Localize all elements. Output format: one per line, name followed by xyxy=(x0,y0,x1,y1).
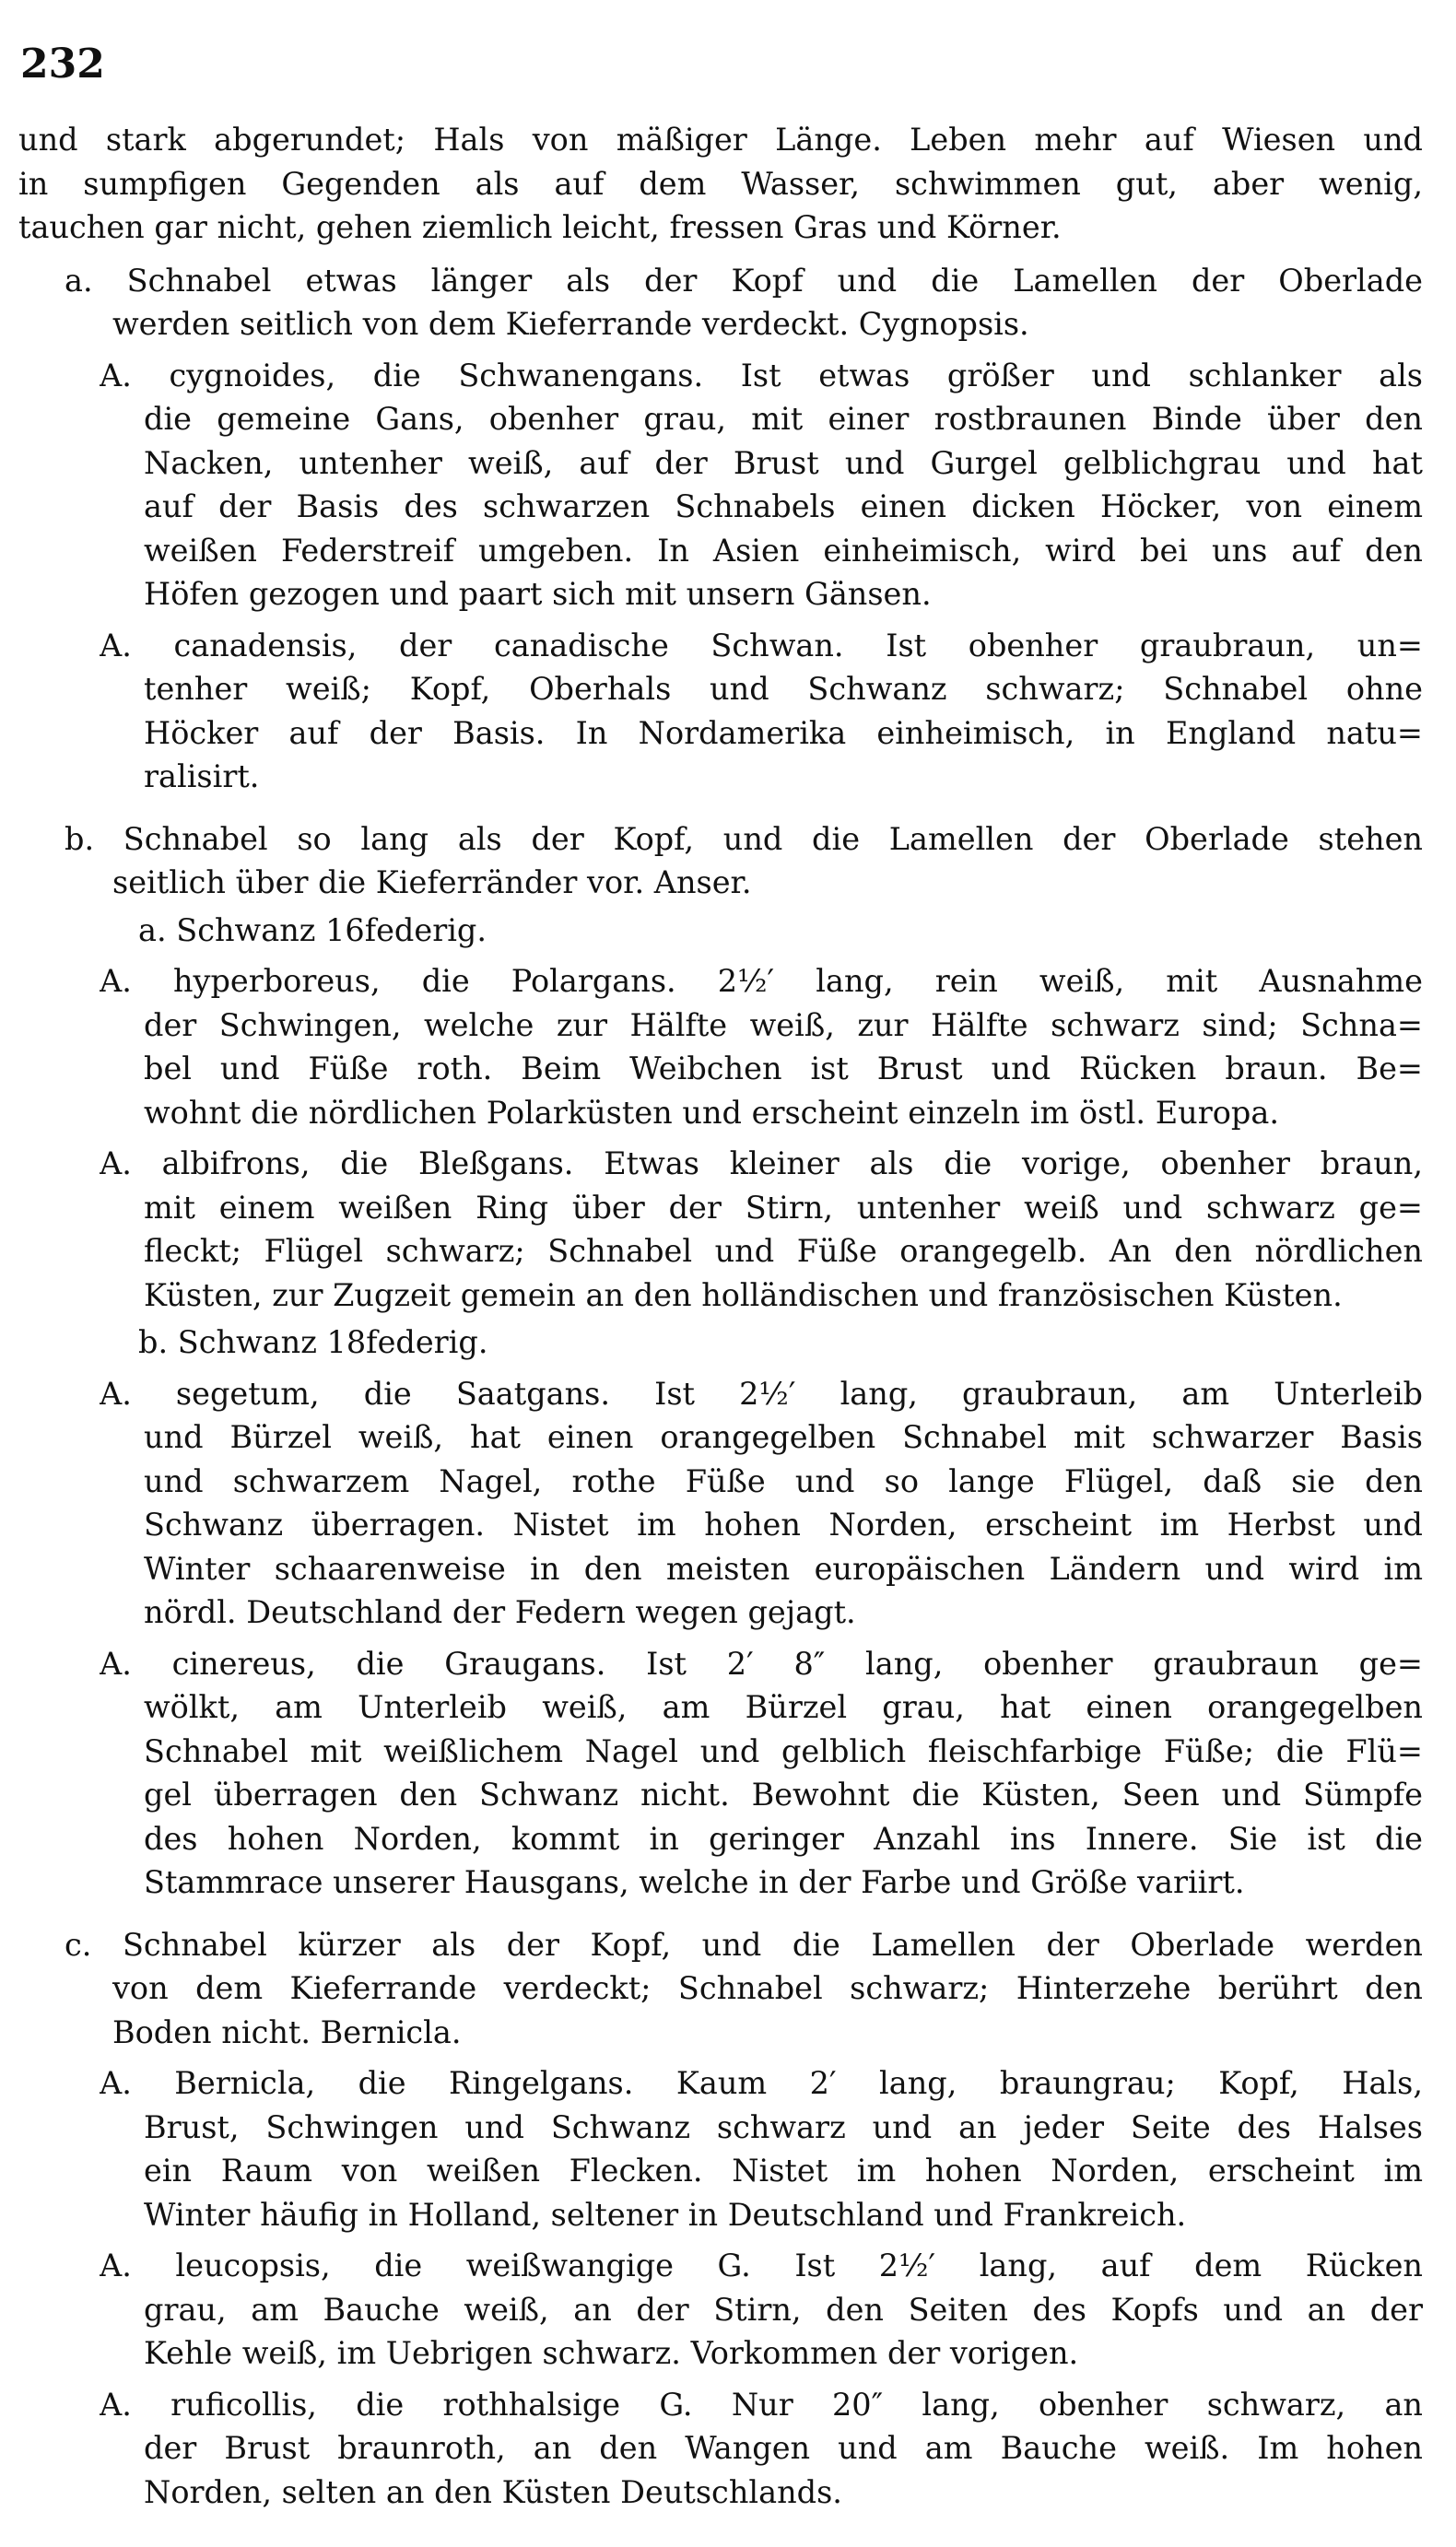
text-line: auf der Basis des schwarzen Schnabels einen dicken Höcker, von einem xyxy=(144,488,1423,524)
text-line: tenher weiß; Kopf, Oberhals und Schwanz schwarz; Schnabel ohne xyxy=(144,671,1423,707)
text-line: b. Schnabel so lang als der Kopf, und die Lamellen der Oberlade stehen xyxy=(65,820,1423,857)
entry-hyperboreus xyxy=(100,959,1423,1134)
text-line: nördl. Deutschland der Federn wegen gejagt. xyxy=(144,1594,856,1630)
text-line: Winter häufig in Holland, seltener in Deutschland und Frankreich. xyxy=(144,2196,1187,2233)
text-line: des hohen Norden, kommt in geringer Anzahl ins Innere. Sie ist die xyxy=(144,1820,1423,1857)
text-line: seitlich über die Kieferränder vor. Anser. xyxy=(112,864,752,900)
entry-segetum xyxy=(100,1372,1423,1635)
text-line: fleckt; Flügel schwarz; Schnabel und Füße orangegelb. An den nördlichen xyxy=(144,1233,1423,1269)
text-line: ralisirt. xyxy=(144,758,260,794)
text-line: tauchen gar nicht, gehen ziemlich leicht, fressen Gras und Körner. xyxy=(18,209,1062,245)
text-line: grau, am Bauche weiß, an der Stirn, den Seiten des Kopfs und an der xyxy=(144,2291,1423,2328)
text-line: von dem Kieferrande verdeckt; Schnabel schwarz; Hinterzehe berührt den xyxy=(112,1970,1423,2006)
text-line: A. segetum, die Saatgans. Ist 2½′ lang, graubraun, am Unterleib xyxy=(100,1375,1423,1412)
text-line: und stark abgerundet; Hals von mäßiger Länge. Leben mehr auf Wiesen und xyxy=(18,122,1423,158)
text-line: A. ruficollis, die rothhalsige G. Nur 20″ lang, obenher schwarz, an xyxy=(100,2386,1423,2423)
text-line: mit einem weißen Ring über der Stirn, untenher weiß und schwarz ge= xyxy=(144,1189,1423,1226)
text-line: der Brust braunroth, an den Wangen und am Bauche weiß. Im hohen xyxy=(144,2430,1423,2466)
text-line: A. leucopsis, die weißwangige G. Ist 2½′ lang, auf dem Rücken xyxy=(100,2248,1423,2283)
text-line: Brust, Schwingen und Schwanz schwarz und an jeder Seite des Halses xyxy=(144,2108,1423,2145)
page-number: 232 xyxy=(20,41,105,88)
text-line: a. Schwanz 16federig. xyxy=(138,911,487,948)
text-line: bel und Füße roth. Beim Weibchen ist Brust und Rücken braun. Be= xyxy=(144,1050,1423,1086)
text-line: die gemeine Gans, obenher grau, mit einer rostbraunen Binde über den xyxy=(144,401,1423,437)
entry-leucopsis xyxy=(100,2244,1423,2376)
text-line: gel überragen den Schwanz nicht. Bewohnt die Küsten, Seen und Sümpfe xyxy=(144,1777,1423,1813)
text-line: Winter schaarenweise in den meisten europäischen Ländern und wird im xyxy=(144,1550,1423,1587)
text-line: A. canadensis, der canadische Schwan. Ist obenher graubraun, un= xyxy=(100,627,1423,663)
text-line: Boden nicht. Bernicla. xyxy=(112,2013,462,2050)
text-line: A. Bernicla, die Ringelgans. Kaum 2′ lang, braungrau; Kopf, Hals, xyxy=(100,2065,1423,2101)
text-line: und Bürzel weiß, hat einen orangegelben Schnabel mit schwarzer Basis xyxy=(144,1419,1423,1455)
text-line: ein Raum von weißen Flecken. Nistet im hohen Norden, erscheint im xyxy=(144,2153,1423,2189)
text-line: weißen Federstreif umgeben. In Asien einheimisch, wird bei uns auf den xyxy=(144,532,1423,569)
text-line: Höcker auf der Basis. In Nordamerika einheimisch, in England natu= xyxy=(144,714,1423,751)
text-line: A. cinereus, die Graugans. Ist 2′ 8″ lang, obenher graubraun ge= xyxy=(100,1645,1423,1682)
text-line: A. hyperboreus, die Polargans. 2½′ lang, rein weiß, mit Ausnahme xyxy=(100,963,1423,999)
text-line: Schnabel mit weißlichem Nagel und gelblich fleischfarbige Füße; die Flü= xyxy=(144,1732,1423,1769)
section-b-anser xyxy=(65,817,1423,905)
text-line: wölkt, am Unterleib weiß, am Bürzel grau, hat einen orangegelben xyxy=(144,1689,1423,1725)
entry-cygnoides xyxy=(100,354,1423,616)
subsection-b-a xyxy=(138,909,1423,953)
text-line: Nacken, untenher weiß, auf der Brust und Gurgel gelblichgrau und hat xyxy=(144,444,1423,481)
entry-ruficollis xyxy=(100,2383,1423,2515)
entry-albifrons xyxy=(100,1142,1423,1317)
text-line: Kehle weiß, im Uebrigen schwarz. Vorkommen der vorigen. xyxy=(144,2335,1079,2371)
intro-paragraph xyxy=(18,118,1423,250)
text-line: A. albifrons, die Bleßgans. Etwas kleiner als die vorige, obenher braun, xyxy=(100,1145,1423,1181)
text-line: in sumpfigen Gegenden als auf dem Wasser, schwimmen gut, aber wenig, xyxy=(18,165,1423,202)
text-line: und schwarzem Nagel, rothe Füße und so lange Flügel, daß sie den xyxy=(144,1462,1423,1499)
subsection-b-b xyxy=(138,1320,1423,1365)
text-line: Schwanz überragen. Nistet im hohen Norden, erscheint im Herbst und xyxy=(144,1507,1423,1543)
text-line: werden seitlich von dem Kieferrande verdeckt. Cygnopsis. xyxy=(112,306,1029,342)
text-line: Stammrace unserer Hausgans, welche in der Farbe und Größe variirt. xyxy=(144,1864,1245,1900)
text-line: c. Schnabel kürzer als der Kopf, und die Lamellen der Oberlade werden xyxy=(65,1926,1423,1963)
entry-bernicla xyxy=(100,2061,1423,2236)
text-line: Norden, selten an den Küsten Deutschlands. xyxy=(144,2473,842,2510)
text-line: Höfen gezogen und paart sich mit unsern Gänsen. xyxy=(144,576,932,612)
text-line: wohnt die nördlichen Polarküsten und erscheint einzeln im östl. Europa. xyxy=(144,1094,1279,1131)
text-line: der Schwingen, welche zur Hälfte weiß, zur Hälfte schwarz sind; Schna= xyxy=(144,1006,1423,1043)
section-c-bernicla xyxy=(65,1923,1423,2055)
text-line: b. Schwanz 18federig. xyxy=(138,1324,488,1360)
text-line: a. Schnabel etwas länger als der Kopf und die Lamellen der Oberlade xyxy=(65,262,1423,299)
text-line: Küsten, zur Zugzeit gemein an den holländischen und französischen Küsten. xyxy=(144,1276,1343,1313)
entry-cinereus xyxy=(100,1642,1423,1905)
entry-canadensis xyxy=(100,624,1423,799)
text-line: A. cygnoides, die Schwanengans. Ist etwas größer und schlanker als xyxy=(100,357,1423,393)
section-a-cygnopsis xyxy=(65,259,1423,346)
